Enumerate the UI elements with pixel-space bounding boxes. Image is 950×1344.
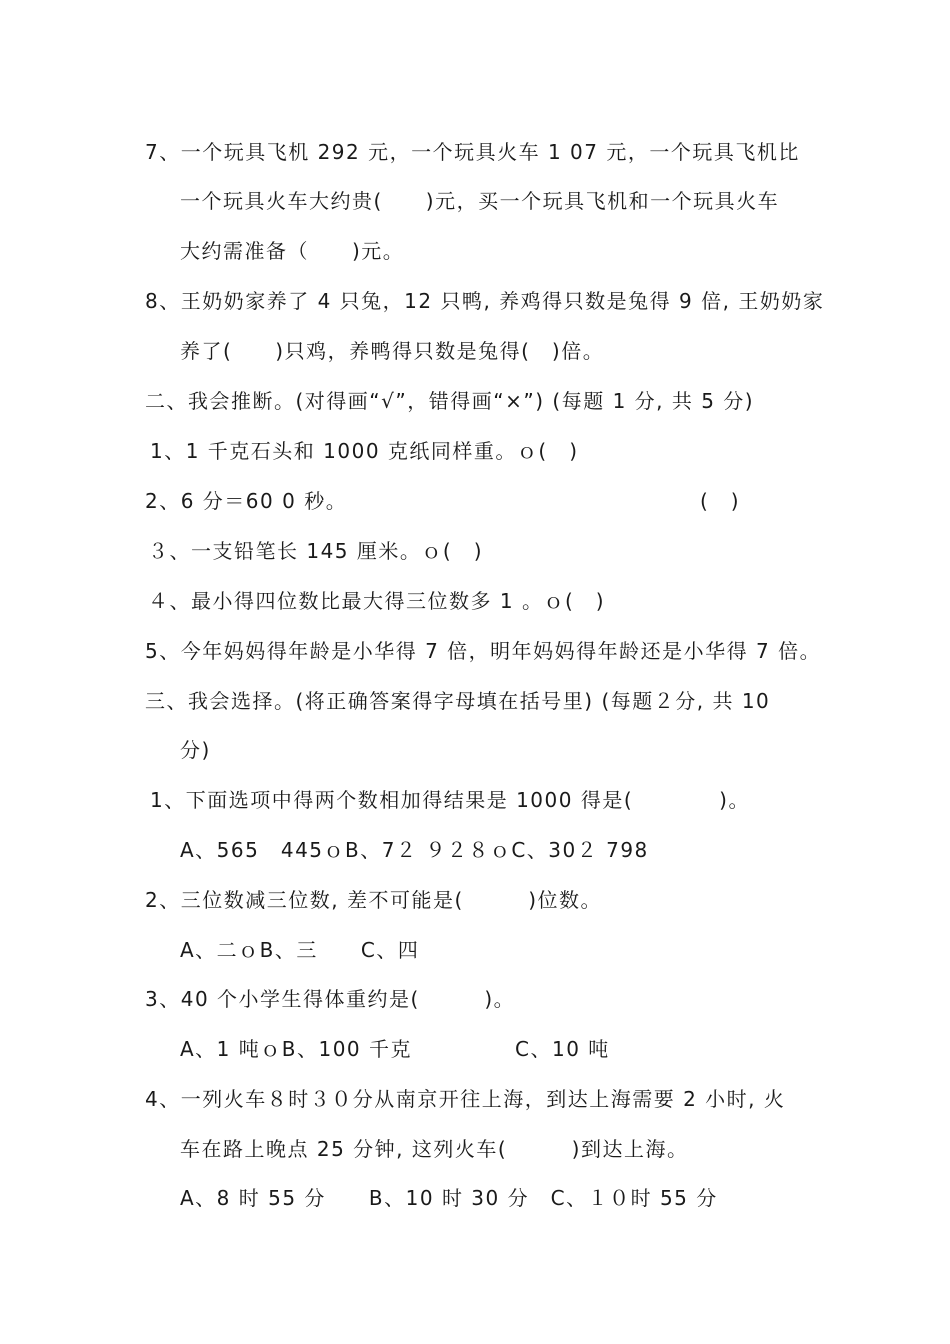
choice-q4-line-1: 4、一列火车８时３０分从南京开往上海，到达上海需要 2 小时, 火	[145, 1087, 786, 1111]
judge-item-3: ３、一支铅笔长 145 厘米。ｏ( )	[148, 539, 483, 563]
choice-q4-line-2: 车在路上晚点 25 分钟, 这列火车( )到达上海。	[180, 1137, 689, 1161]
choice-q3-options: A、1 吨ｏB、100 千克	[180, 1037, 413, 1061]
judge-item-4: ４、最小得四位数比最大得三位数多 1 。ｏ( )	[148, 589, 606, 613]
section-2-heading: 二、我会推断。(对得画“√”，错得画“×”) (每题 1 分, 共 5 分)	[145, 389, 755, 413]
judge-item-5: 5、今年妈妈得年龄是小华得 7 倍，明年妈妈得年龄还是小华得 7 倍。	[145, 639, 822, 663]
choice-q1: 1、下面选项中得两个数相加得结果是 1000 得是( )。	[150, 788, 750, 812]
choice-q3: 3、40 个小学生得体重约是( )。	[145, 987, 516, 1011]
q7-line-1: 7、一个玩具飞机 292 元，一个玩具火车 1 07 元，一个玩具飞机比	[145, 140, 800, 164]
judge-item-2-parens: ( )	[700, 489, 741, 513]
q8-line-1: 8、王奶奶家养了 4 只兔，12 只鸭, 养鸡得只数是兔得 9 倍, 王奶奶家	[145, 289, 825, 313]
choice-q4-options: A、8 时 55 分 B、10 时 30 分 C、１０时 55 分	[180, 1186, 718, 1210]
choice-q1-options: A、565 445ｏB、7２ ９２８ｏC、30２ 798	[180, 838, 649, 862]
choice-q3-option-c: C、10 吨	[515, 1037, 610, 1061]
choice-q2-options: A、二ｏB、三 C、四	[180, 938, 420, 962]
q7-line-3: 大约需准备（ )元。	[180, 239, 405, 263]
judge-item-1: 1、1 千克石头和 1000 克纸同样重。ｏ( )	[150, 439, 579, 463]
q8-line-2: 养了( )只鸡，养鸭得只数是兔得( )倍。	[180, 339, 605, 363]
section-3-heading: 三、我会选择。(将正确答案得字母填在括号里) (每题２分, 共 10	[145, 689, 771, 713]
section-3-heading-cont: 分)	[180, 738, 211, 762]
q7-line-2: 一个玩具火车大约贵( )元，买一个玩具飞机和一个玩具火车	[180, 189, 780, 213]
judge-item-2: 2、6 分＝60 0 秒。	[145, 489, 348, 513]
choice-q2: 2、三位数减三位数, 差不可能是( )位数。	[145, 888, 603, 912]
